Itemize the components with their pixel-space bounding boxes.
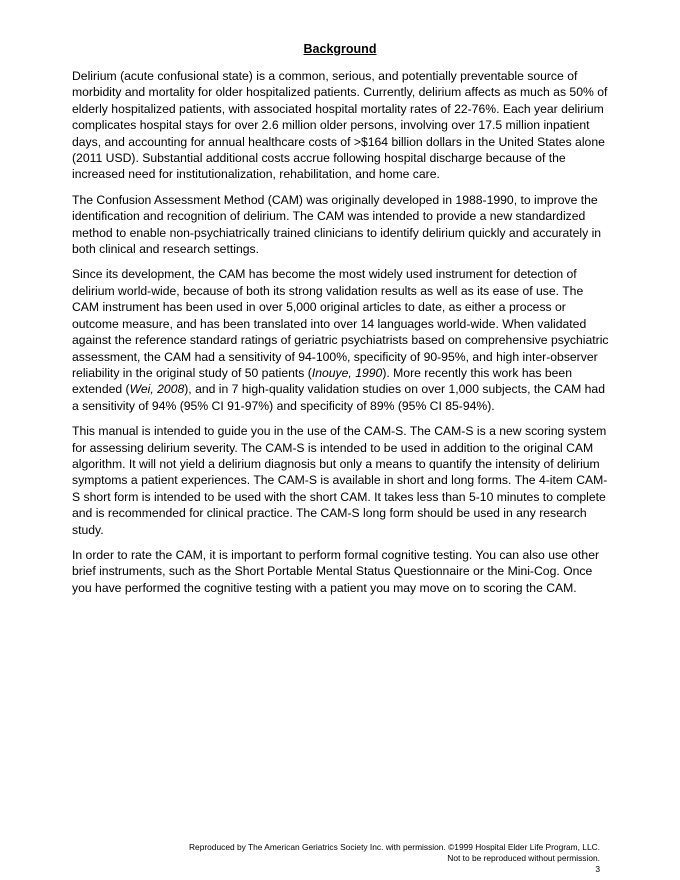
paragraph [72,423,612,538]
page-number: 3 [595,864,600,874]
citation: Wei, 2008 [129,382,185,397]
paragraph-text: This manual is intended to guide you in the use of the CAM-S. The CAM-S is a new scoring system for assessing delirium severity. The CAM-S is intended to be used in addition to the original CAM algorithm. It will not yield a delirium diagnosis but only a means to quantify the intensity of delirium symptoms a patient experiences. The CAM-S is available in short and long forms. The 4-item CAM-S short form is intended to be used with the short CAM. It takes less than 5-10 minutes to complete and is recommended for clinical practice. The CAM-S long form should be used in any research study. [72,424,608,537]
footer-copyright: Reproduced by The American Geriatrics Society Inc. with permission. ©1999 Hospital Elder Life Program, LLC. [189,842,600,852]
paragraph-text: Since its development, the CAM has become the most widely used instrument for detection of delirium world-wide, because of both its strong validation results as well as its ease of use. The CAM instrument has been used in over 5,000 original articles to date, as either a process or outcome measure, and has been translated into over 14 languages world-wide. When validated against the reference standard ratings of geriatric psychiatrists based on comprehensive psychiatric assessment, the CAM had a sensitivity of 94-100%, specificity of 90-95%, and high inter-observer reliability in the original study of 50 patients ( [72,267,609,380]
paragraph-text: In order to rate the CAM, it is important to perform formal cognitive testing. You can also use other brief instruments, such as the Short Portable Mental Status Questionnaire or the Mini-Cog. Once you have performed the cognitive testing with a patient you may move on to scoring the CAM. [72,547,600,595]
paragraph-text: Delirium (acute confusional state) is a common, serious, and potentially preventable source of morbidity and mortality for older hospitalized patients. Currently, delirium affects as much as 50% of elderly hospitalized patients, with associated hospital mortality rates of 22-76%. Each year delirium complicates hospital stays for over 2.6 million older persons, involving over 17.5 million inpatient days, and accounting for annual healthcare costs of >$164 billion dollars in the United States alone (2011 USD). Substantial additional costs accrue following hospital discharge because of the increased need for institutionalization, rehabilitation, and home care. [72,69,608,182]
body-text [72,68,612,605]
paragraph [72,192,612,258]
paragraph-text: ). More recently this work has been extended ( [72,365,572,397]
paragraph [72,547,612,596]
paragraph-text: ), and in 7 high-quality validation studies on over 1,000 subjects, the CAM had a sensitivity of 94% (95% CI 91-97%) and specificity of 89% (95% CI 85-94%). [72,382,605,413]
paragraph-text: The Confusion Assessment Method (CAM) was originally developed in 1988-1990, to improve the identification and recognition of delirium. The CAM was intended to provide a new standardized method to enable non-psychiatrically trained clinicians to identify delirium quickly and accurately in both clinical and research settings. [72,192,602,257]
paragraph [72,68,612,183]
citation: Inouye, 1990 [311,365,383,380]
footer-notice: Not to be reproduced without permission. [447,853,600,863]
footer [189,842,600,864]
page-title: Background [303,42,377,56]
paragraph [72,266,612,414]
